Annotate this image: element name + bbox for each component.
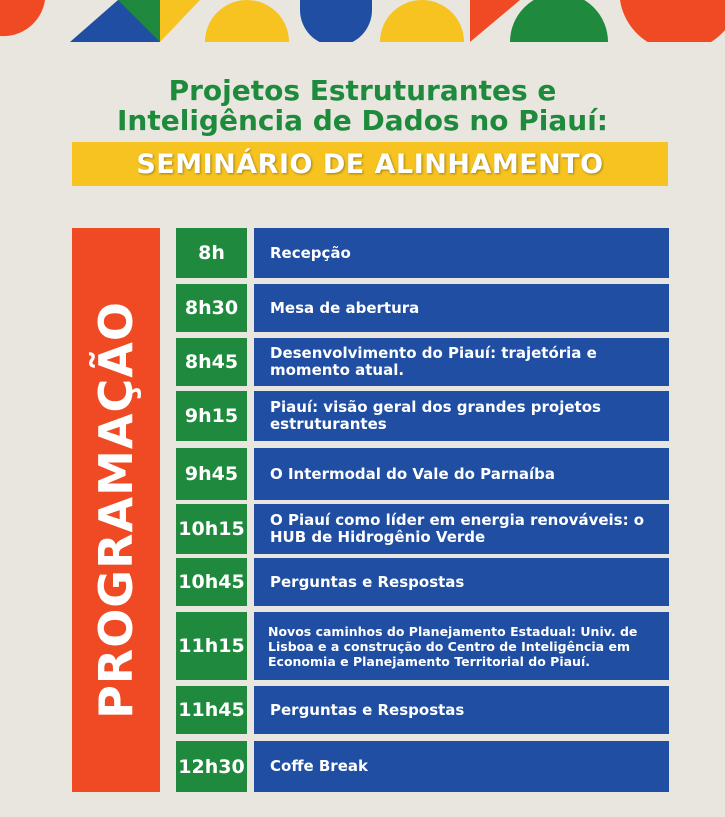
schedule-row (176, 338, 669, 386)
schedule-title: Piauí: visão geral dos grandes projetos estruturantes (254, 391, 669, 441)
event-title-line-1: Projetos Estruturantes e (168, 74, 557, 107)
event-title-line-2: Inteligência de Dados no Piauí: (117, 104, 608, 137)
schedule-title: Perguntas e Respostas (254, 558, 669, 606)
schedule-time: 10h45 (176, 558, 247, 606)
event-subtitle-banner (72, 142, 668, 186)
programacao-label: PROGRAMAÇÃO (89, 301, 143, 719)
schedule-row (176, 448, 669, 500)
schedule-row (176, 686, 669, 734)
schedule-title: Perguntas e Respostas (254, 686, 669, 734)
schedule-title: Recepção (254, 228, 669, 278)
decorative-banner (0, 0, 725, 42)
schedule-row (176, 612, 669, 680)
schedule-time: 8h (176, 228, 247, 278)
schedule-row (176, 284, 669, 332)
schedule-row (176, 228, 669, 278)
schedule-time: 9h45 (176, 448, 247, 500)
schedule-title: O Intermodal do Vale do Parnaíba (254, 448, 669, 500)
schedule-title: Coffe Break (254, 741, 669, 792)
schedule-time: 8h30 (176, 284, 247, 332)
schedule-title: Novos caminhos do Planejamento Estadual: Univ. de Lisboa e a construção do Centro de Inteligência em Economia e Planejamento Territorial do Piauí. (254, 612, 669, 680)
schedule-time: 8h45 (176, 338, 247, 386)
schedule-time: 12h30 (176, 741, 247, 792)
schedule-row (176, 504, 669, 554)
schedule-row (176, 558, 669, 606)
schedule-time: 10h15 (176, 504, 247, 554)
schedule-time: 11h45 (176, 686, 247, 734)
schedule-title: O Piauí como líder em energia renováveis: o HUB de Hidrogênio Verde (254, 504, 669, 554)
schedule-title: Desenvolvimento do Piauí: trajetória e momento atual. (254, 338, 669, 386)
schedule-time: 11h15 (176, 612, 247, 680)
schedule-title: Mesa de abertura (254, 284, 669, 332)
schedule-row (176, 391, 669, 441)
event-title (0, 76, 725, 136)
schedule-time: 9h15 (176, 391, 247, 441)
schedule-row (176, 741, 669, 792)
event-subtitle: SEMINÁRIO DE ALINHAMENTO (136, 148, 604, 180)
